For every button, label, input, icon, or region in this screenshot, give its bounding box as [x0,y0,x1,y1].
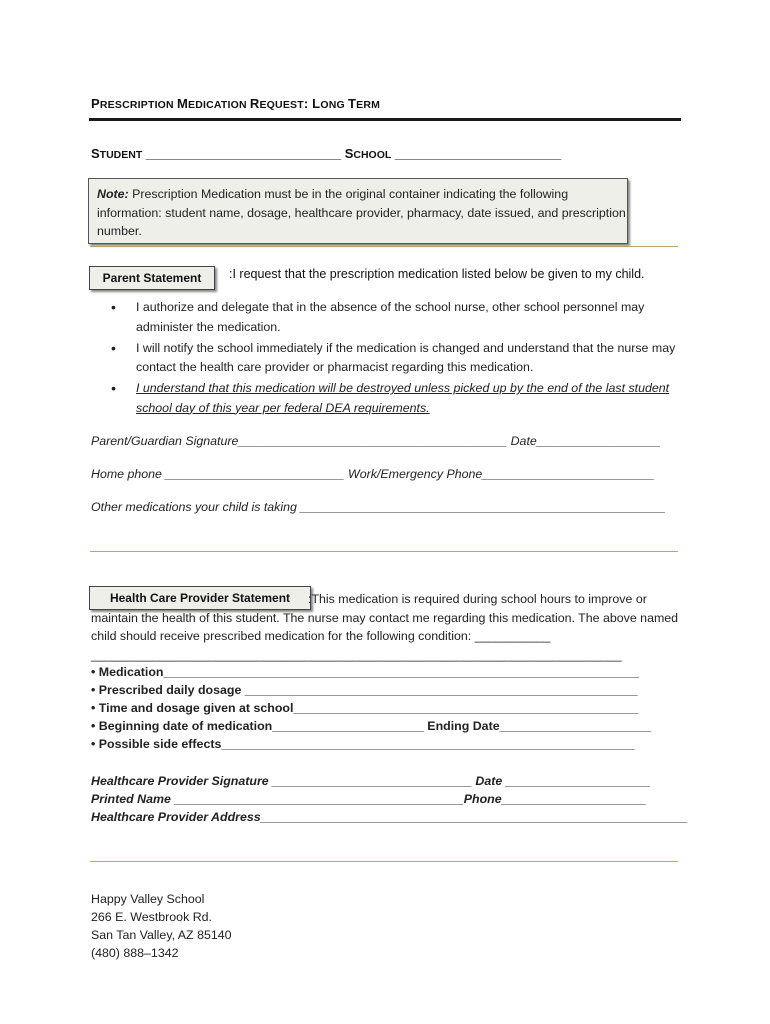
school-address: Happy Valley School 266 E. Westbrook Rd. San Tan Valley, AZ 85140 (480) 888–1342 [91,892,232,960]
side-effects-field[interactable]: • Possible side effects____________________________________________________________ [91,737,635,751]
dosage-field[interactable]: • Prescribed daily dosage _________________________________________________________ [91,683,638,697]
phone-fields[interactable]: Home phone __________________________ Work/Emergency Phone_________________________ [91,467,655,481]
provider-address-field[interactable]: Healthcare Provider Address______________________________________________________________ [91,810,688,824]
list-item: • I will notify the school immediately if the medication is changed and understand that the nurse may contact the health care provider or pharmacist regarding this medication. [95,339,685,378]
note-label: Note: [97,187,129,201]
note-divider [90,246,678,247]
provider-signature-block [91,772,688,826]
note-box [88,178,628,244]
section-divider [90,861,678,862]
provider-statement-text: :This medication is required during school hours to improve or maintain the health of this student. The nurse may contact me regarding this medication. The above named child should receive prescribed medication for the following condition: ___________ _____________________________________________________________________________ [91,592,679,662]
list-item: • I authorize and delegate that in the absence of the school nurse, other school personnel may administer the medication. [95,298,685,337]
student-field[interactable]: ___________________________ [142,146,345,161]
note-text: Prescription Medication must be in the original container indicating the following information: student name, dosage, healthcare provider, pharmacy, date issued, and prescription number. [97,187,626,238]
provider-statement-label: Health Care Provider Statement [89,586,311,610]
provider-signature-field[interactable]: Healthcare Provider Signature _____________________________ Date _____________________ [91,774,651,788]
other-medications-field[interactable]: Other medications your child is taking _____________________________________________________ [91,500,666,514]
printed-name-field[interactable]: Printed Name __________________________________________Phone_____________________ [91,792,647,806]
parent-bullets [95,298,685,420]
parent-statement-label: Parent Statement [89,266,215,290]
parent-statement-intro: :I request that the prescription medication listed below be given to my child. [229,267,645,281]
school-field[interactable]: _______________________ [391,146,562,161]
parent-signature-field[interactable]: Parent/Guardian Signature_______________________________________ Date__________________ [91,434,661,448]
condition-field[interactable]: _____________________________________________________________________________ [91,647,622,662]
time-dosage-field[interactable]: • Time and dosage given at school__________________________________________________ [91,701,638,715]
title-rule [89,118,681,121]
provider-items [91,663,651,753]
medication-field[interactable]: • Medication_____________________________________________________________________ [91,665,639,679]
dates-field[interactable]: • Beginning date of medication______________________ Ending Date______________________ [91,719,652,733]
section-divider [90,551,678,552]
form-title: PRESCRIPTION MEDICATION REQUEST: LONG TERM [91,96,381,111]
student-school-line: STUDENT ___________________________ SCHOOL _______________________ [91,146,562,161]
list-item: • I understand that this medication will be destroyed unless picked up by the end of the last student school day of this year per federal DEA requirements. [95,379,685,418]
